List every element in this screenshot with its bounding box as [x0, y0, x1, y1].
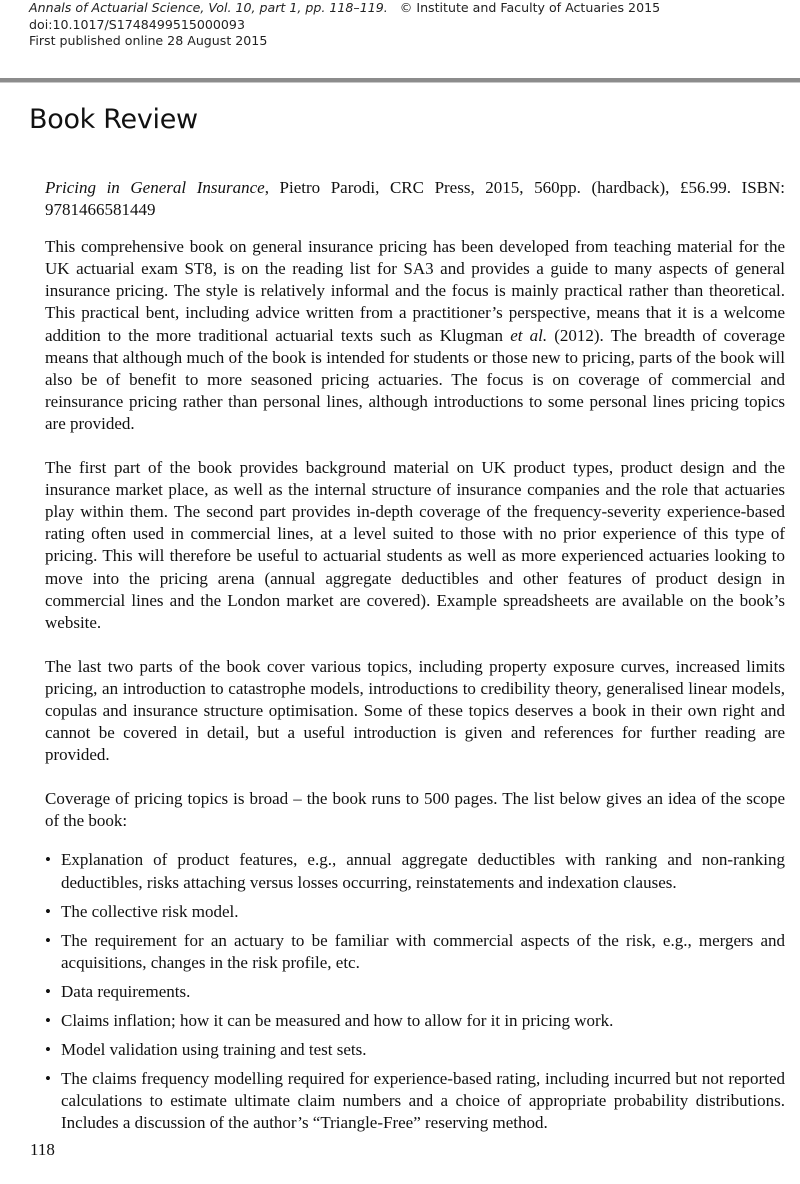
bullet-icon: •	[45, 930, 51, 950]
paragraph-coverage: Coverage of pricing topics is broad – the book runs to 500 pages. The list below gives an idea of the scope of the book:	[45, 789, 785, 831]
paragraph-last-parts: The last two parts of the book cover various topics, including property exposure curves, increased limits pricing, an introduction to catastrophe models, introductions to credibility theory, generalised linear models, copulas and insurance structure optimisation. Some of these topics deserves a book in their own right and cannot be covered in detail, but a useful introduction is given and references for further reading are provided.	[45, 656, 785, 765]
journal-citation: Annals of Actuarial Science, Vol. 10, part 1, pp. 118–119.	[29, 0, 388, 15]
list-item-text: The claims frequency modelling required for experience-based rating, including incurred but not reported calculations to estimate ultimate claim numbers and a choice of appropriate probability distributions. Includes a discussion of the author’s “Triangle-Free” reserving method.	[61, 1069, 785, 1133]
list-item-text: Claims inflation; how it can be measured and how to allow for it in pricing work.	[61, 1011, 614, 1030]
journal-header	[29, 0, 660, 50]
list-item	[45, 849, 785, 893]
list-item	[45, 1010, 785, 1032]
list-item	[45, 930, 785, 974]
et-al-italic: et al.	[510, 325, 548, 345]
copyright: © Institute and Faculty of Actuaries 2015	[399, 0, 661, 15]
list-item-text: Data requirements.	[61, 981, 191, 1001]
list-item-text: Model validation using training and test sets.	[61, 1040, 367, 1060]
paragraph-intro	[45, 236, 785, 435]
paragraph-first-part: The first part of the book provides background material on UK product types, product design and the insurance market place, as well as the internal structure of insurance companies and the role that actuaries play within them. The second part provides in-depth coverage of the frequency-severity experience-based rating often used in commercial lines, at a level suited to those with no prior experience of this type of pricing. This will therefore be useful to actuarial students as well as more experienced actuaries looking to move into the pricing arena (annual aggregate deductibles and other features of product design in commercial lines and the London market are covered). Example spreadsheets are available on the book’s website.	[45, 458, 785, 632]
list-item	[45, 981, 785, 1003]
bullet-icon: •	[45, 981, 51, 1001]
paragraph-text: This comprehensive book on general insurance pricing has been developed from teaching material for the UK actuarial exam ST8, is on the reading list for SA3 and provides a guide to many aspects of general insurance pricing. The style is relatively informal and the focus is mainly practical rather than theoretical. This practical bent, including advice written from a practitioner’s perspective, means that it is a welcome addition to the more traditional actuarial texts such as Klugman	[45, 237, 785, 345]
list-item	[45, 1068, 785, 1134]
bullet-icon: •	[45, 1069, 51, 1089]
list-item-text: The requirement for an actuary to be familiar with commercial aspects of the risk, e.g., mergers and acquisitions, changes in the risk profile, etc.	[61, 930, 785, 972]
journal-citation-line	[29, 0, 660, 17]
book-citation	[45, 177, 785, 221]
bullet-icon: •	[45, 901, 51, 921]
doi: doi:10.1017/S1748499515000093	[29, 16, 245, 32]
list-item	[45, 901, 785, 923]
review-body	[45, 177, 785, 1141]
header-divider	[0, 78, 800, 83]
book-details: , Pietro Parodi, CRC Press, 2015, 560pp. (hardback), £56.99. ISBN: 9781466581449	[45, 178, 785, 220]
topics-list	[45, 849, 785, 1134]
bullet-icon: •	[45, 850, 51, 870]
bullet-icon: •	[45, 1011, 51, 1030]
list-item-text: Explanation of product features, e.g., annual aggregate deductibles with ranking and non-ranking deductibles, risks attaching versus losses occurring, reinstatements and indexation clauses.	[61, 850, 785, 892]
publication-date: First published online 28 August 2015	[29, 33, 268, 48]
bullet-icon: •	[45, 1040, 51, 1060]
list-item-text: The collective risk model.	[61, 901, 239, 921]
page-number: 118	[30, 1140, 55, 1159]
list-item	[45, 1039, 785, 1061]
book-title: Pricing in General Insurance	[45, 178, 265, 197]
paragraph-text: (2012). The breadth of coverage means that although much of the book is intended for students or those new to pricing, parts of the book will also be of benefit to more seasoned pricing actuaries. The focus is on coverage of commercial and reinsurance pricing rather than personal lines, although introductions to some personal lines pricing topics are provided.	[45, 325, 785, 433]
section-title: Book Review	[29, 104, 198, 135]
